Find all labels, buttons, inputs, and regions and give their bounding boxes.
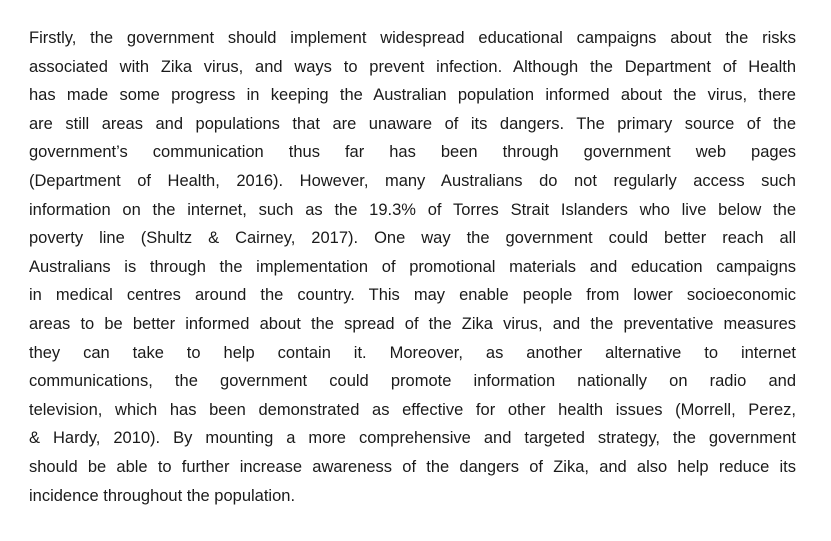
paragraph-line: they can take to help contain it. Moreover, as another alternative to internet xyxy=(29,343,796,362)
paragraph-line: associated with Zika virus, and ways to prevent infection. Although the Department of Health xyxy=(29,57,796,76)
paragraph-line: poverty line (Shultz & Cairney, 2017). One way the government could better reach all xyxy=(29,229,796,248)
paragraph-line: Firstly, the government should implement widespread educational campaigns about the risks xyxy=(29,29,796,47)
paragraph-line: television, which has been demonstrated as effective for other health issues (Morrell, Perez, xyxy=(29,400,796,419)
paragraph-line: in medical centres around the country. This may enable people from lower socioeconomic xyxy=(29,286,796,305)
paragraph-line: areas to be better informed about the spread of the Zika virus, and the preventative measures xyxy=(29,314,796,333)
paragraph-line: Australians is through the implementation of promotional materials and education campaigns xyxy=(29,257,796,276)
paragraph-line: & Hardy, 2010). By mounting a more comprehensive and targeted strategy, the government xyxy=(29,429,796,448)
paragraph-line: communications, the government could promote information nationally on radio and xyxy=(29,372,796,391)
paragraph-line: should be able to further increase awareness of the dangers of Zika, and also help reduce its xyxy=(29,457,796,476)
document-page xyxy=(29,24,796,510)
paragraph-line: incidence throughout the population. xyxy=(29,486,296,505)
paragraph-line: information on the internet, such as the 19.3% of Torres Strait Islanders who live below the xyxy=(29,200,796,219)
paragraph-line: has made some progress in keeping the Australian population informed about the virus, there xyxy=(29,86,796,105)
paragraph-line: are still areas and populations that are unaware of its dangers. The primary source of the xyxy=(29,114,796,133)
paragraph-line: government’s communication thus far has been through government web pages xyxy=(29,143,796,162)
paragraph-line: (Department of Health, 2016). However, many Australians do not regularly access such xyxy=(29,171,796,190)
body-paragraph xyxy=(29,24,796,510)
